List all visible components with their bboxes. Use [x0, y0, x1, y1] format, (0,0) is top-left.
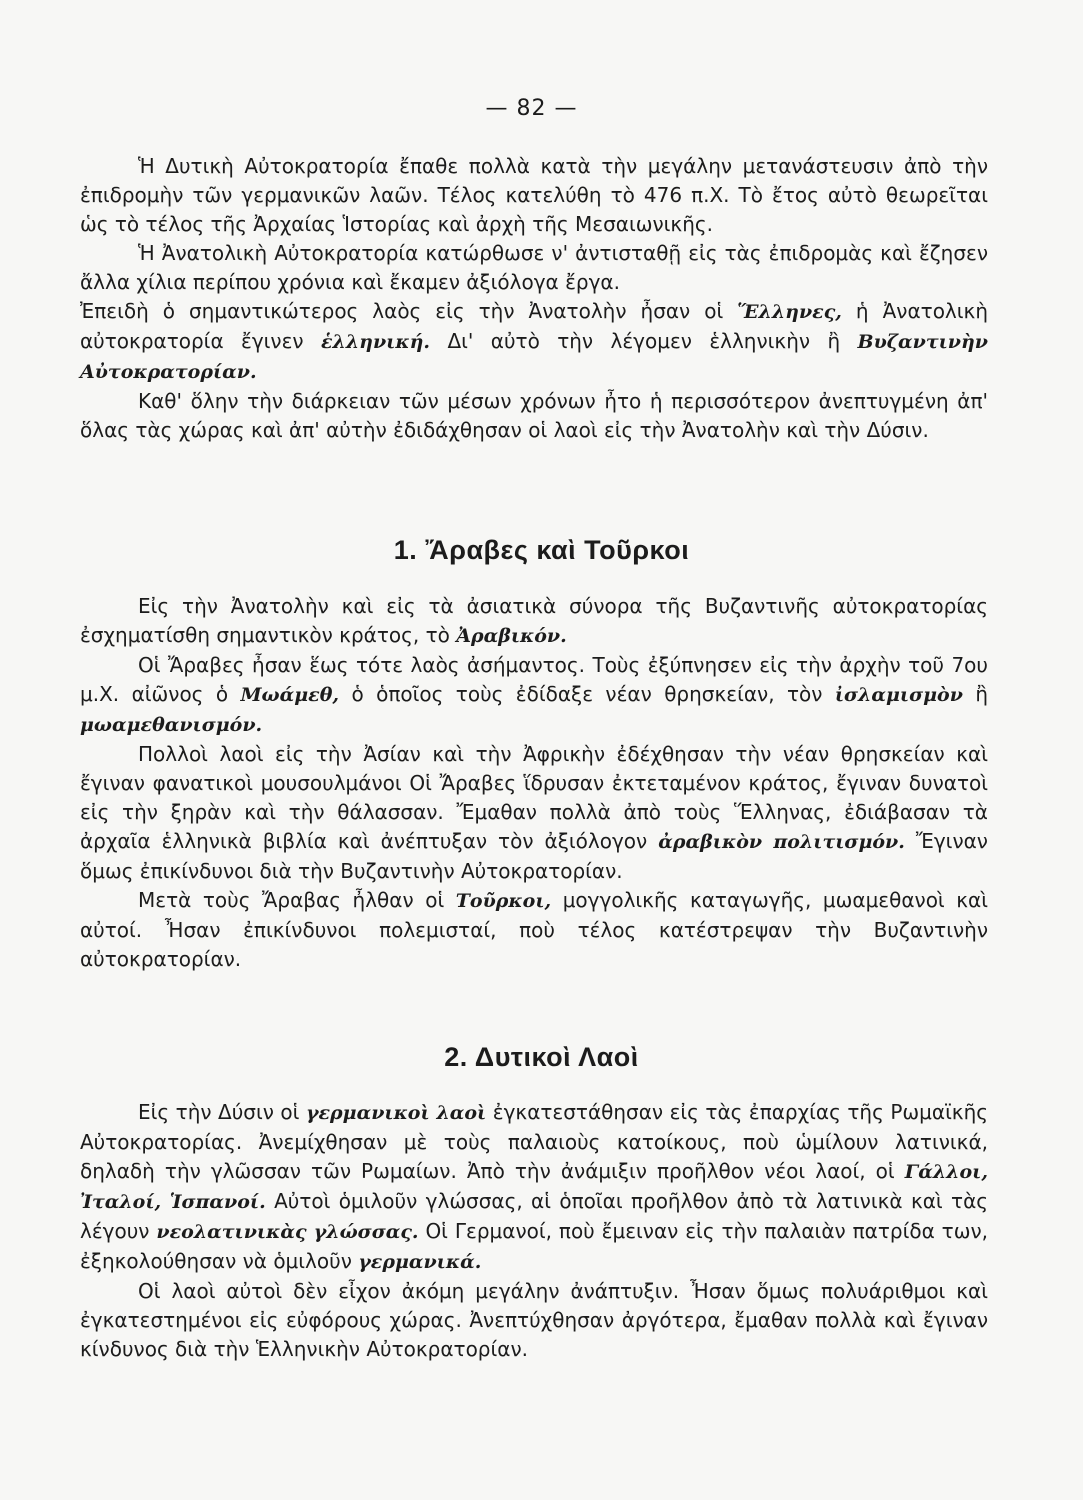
emphasis-arabic-civilization: ἀραβικὸν πολιτισμόν. [658, 831, 905, 853]
section-2 [80, 1098, 988, 1364]
section-2-paragraph-2: Οἱ λαοὶ αὐτοὶ δὲν εἶχον ἀκόμη μεγάλην ἀνάπτυξιν. Ἦσαν ὅμως πολυάριθμοι καὶ ἐγκατεστημένοι εἰς εὐφόρους χώρας. Ἀνεπτύχθησαν ἀργότερα, ἔμαθαν πολλὰ καὶ ἔγιναν κίνδυνος διὰ τὴν Ἑλληνικὴν Αὐτοκρατορίαν. [80, 1279, 988, 1361]
emphasis-german: γερμανικά. [358, 1251, 482, 1273]
emphasis-neolatin-languages: νεολατινικὰς γλώσσας. [156, 1221, 419, 1243]
intro-paragraph-2: Ἡ Ἀνατολικὴ Αὐτοκρατορία κατώρθωσε ν' ἀντισταθῇ εἰς τὰς ἐπιδρομὰς καὶ ἔζησεν ἄλλα χίλια περίπου χρόνια καὶ ἔκαμεν ἀξιόλογα ἔργα. [80, 241, 988, 294]
emphasis-hellenes: Ἕλληνες, [737, 301, 842, 323]
intro-section [80, 152, 988, 445]
emphasis-byzantine-empire: Βυζαντινὴν Αὐτοκρατορίαν. [80, 331, 988, 383]
section-1-paragraph-1: Εἰς τὴν Ἀνατολὴν καὶ εἰς τὰ ἀσιατικὰ σύνορα τῆς Βυζαντινῆς αὐτοκρατορίας ἐσχηματίσθη σημαντικὸν κράτος, τὸ Ἀραβικόν. [80, 594, 988, 647]
section-1 [80, 592, 988, 974]
emphasis-mohammed: Μωάμεθ, [240, 684, 340, 706]
section-1-paragraph-4: Μετὰ τοὺς Ἄραβας ἦλθαν οἱ Τοῦρκοι, μογγολικῆς καταγωγῆς, μωαμεθανοὶ καὶ αὐτοί. Ἦσαν ἐπικίνδυνοι πολεμισταί, ποὺ τέλος κατέστρεψαν τὴν Βυζαντινὴν αὐτοκρατορίαν. [80, 888, 989, 971]
page-number: — 82 — [485, 96, 578, 121]
emphasis-turks: Τοῦρκοι, [455, 890, 552, 912]
section-1-heading: 1. Ἄραβες καὶ Τοῦρκοι [393, 535, 690, 565]
emphasis-french-italians-spaniards: Γάλλοι, Ἰταλοί, Ἱσπανοί. [80, 1161, 988, 1213]
intro-paragraph-4: Καθ' ὅλην τὴν διάρκειαν τῶν μέσων χρόνων ἦτο ἡ περισσότερον ἀνεπτυγμένη ἀπ' ὅλας τὰς χώρας καὶ ἀπ' αὐτὴν ἐδιδάχθησαν οἱ λαοὶ εἰς τὴν Ἀνατολὴν καὶ τὴν Δύσιν. [80, 389, 988, 442]
section-2-heading: 2. Δυτικοὶ Λαοὶ [444, 1042, 639, 1072]
emphasis-mohammedanism: μωαμεθανισμόν. [80, 714, 263, 736]
emphasis-germanic-peoples: γερμανικοὶ λαοὶ [305, 1102, 487, 1124]
emphasis-islam: ἰσλαμισμὸν [834, 684, 963, 706]
intro-paragraph-1: Ἡ Δυτικὴ Αὐτοκρατορία ἔπαθε πολλὰ κατὰ τὴν μεγάλην μετανάστευσιν ἀπὸ τὴν ἐπιδρομὴν τῶν γερμανικῶν λαῶν. Τέλος κατελύθη τὸ 476 π.Χ. Τὸ ἔτος αὐτὸ θεωρεῖται ὡς τὸ τέλος τῆς Ἀρχαίας Ἱστορίας καὶ ἀρχὴ τῆς Μεσαιωνικῆς. [80, 154, 988, 236]
intro-paragraph-3: Ἐπειδὴ ὁ σημαντικώτερος λαὸς εἰς τὴν Ἀνατολὴν ἦσαν οἱ Ἕλληνες, ἡ Ἀνατολικὴ αὐτοκρατορία ἔγινεν ἑλληνική. Δι' αὐτὸ τὴν λέγομεν ἑλληνικὴν ἢ Βυζαντινὴν Αὐτοκρατορίαν. [80, 299, 988, 383]
emphasis-arabic-state: Ἀραβικόν. [456, 625, 567, 647]
emphasis-hellenic: ἑλληνική. [320, 331, 431, 353]
section-1-paragraph-2: Οἱ Ἄραβες ἦσαν ἕως τότε λαὸς ἀσήμαντος. Τοὺς ἐξύπνησεν εἰς τὴν ἀρχὴν τοῦ 7ου μ.Χ. αἰῶνος ὁ Μωάμεθ, ὁ ὁποῖος τοὺς ἐδίδαξε νέαν θρησκείαν, τὸν ἰσλαμισμὸν ἢ μωαμεθανισμόν. [80, 653, 988, 736]
section-2-paragraph-1: Εἰς τὴν Δύσιν οἱ γερμανικοὶ λαοὶ ἐγκατεστάθησαν εἰς τὰς ἐπαρχίας τῆς Ρωμαϊκῆς Αὐτοκρατορίας. Ἀνεμίχθησαν μὲ τοὺς παλαιοὺς κατοίκους, ποὺ ὡμίλουν λατινικά, δηλαδὴ τὴν γλῶσσαν τῶν Ρωμαίων. Ἀπὸ τὴν ἀνάμιξιν προῆλθον νέοι λαοί, οἱ Γάλλοι, Ἰταλοί, Ἱσπανοί. Αὐτοὶ ὁμιλοῦν γλώσσας, αἱ ὁποῖαι προῆλθον ἀπὸ τὰ λατινικὰ καὶ τὰς λέγουν νεολατινικὰς γλώσσας. Οἱ Γερμανοί, ποὺ ἔμειναν εἰς τὴν παλαιὰν πατρίδα των, ἐξηκολούθησαν νὰ ὁμιλοῦν γερμανικά. [80, 1100, 989, 1273]
section-1-paragraph-3: Πολλοὶ λαοὶ εἰς τὴν Ἀσίαν καὶ τὴν Ἀφρικὴν ἐδέχθησαν τὴν νέαν θρησκείαν καὶ ἔγιναν φανατικοὶ μουσουλμάνοι Οἱ Ἄραβες ἵδρυσαν ἐκτεταμένον κράτος, ἔγιναν δυνατοὶ εἰς τὴν ξηρὰν καὶ τὴν θάλασσαν. Ἔμαθαν πολλὰ ἀπὸ τοὺς Ἕλληνας, ἐδιάβασαν τὰ ἀρχαῖα ἑλληνικὰ βιβλία καὶ ἀνέπτυξαν τὸν ἀξιόλογον ἀραβικὸν πολιτισμόν. Ἔγιναν ὅμως ἐπικίνδυνοι διὰ τὴν Βυζαντινὴν Αὐτοκρατορίαν. [80, 742, 988, 883]
